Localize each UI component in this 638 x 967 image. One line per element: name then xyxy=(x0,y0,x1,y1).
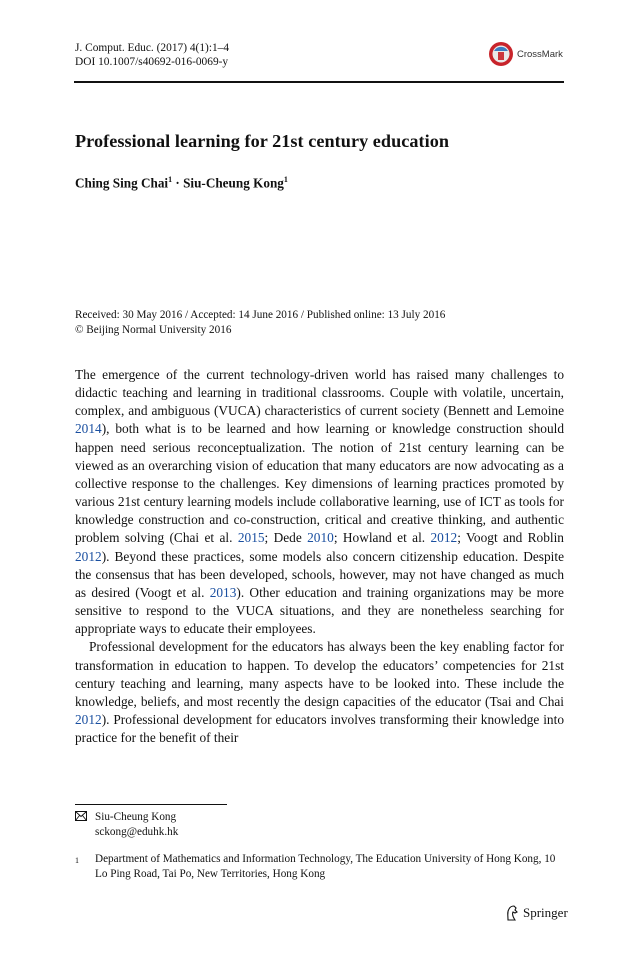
crossmark-icon xyxy=(488,41,514,67)
paragraph-1 xyxy=(75,366,564,638)
body-text-segment: ). Other education and training organizations may be more sensitive to respond to the VUCA situations, and they are nonetheless searching for appropriate ways to educate their employees. xyxy=(75,584,564,637)
citation-link[interactable]: 2012 xyxy=(430,530,458,546)
author-name[interactable]: Siu-Cheung Kong xyxy=(183,175,284,191)
citation-link[interactable]: 2013 xyxy=(209,584,237,600)
publisher-logo xyxy=(505,905,568,921)
citation-link[interactable]: 2014 xyxy=(75,421,102,437)
citation-link[interactable]: 2015 xyxy=(237,530,265,546)
publisher-name: Springer xyxy=(523,905,568,920)
journal-header xyxy=(75,41,229,69)
citation-link[interactable]: 2010 xyxy=(307,530,334,546)
affiliation-number: 1 xyxy=(75,856,79,865)
envelope-icon xyxy=(75,811,87,821)
affiliation-text: Department of Mathematics and Information Technology, The Education University of Hong Kong, 10 Lo Ping Road, Tai Po, New Territories, Hong Kong xyxy=(95,853,556,880)
article-title: Professional learning for 21st century education xyxy=(75,131,450,151)
body-text-segment: The emergence of the current technology-driven world has raised many challenges to didactic teaching and learning in traditional classrooms. Couple with volatile, uncertain, complex, and ambiguous (VUCA) characteristics of current society (Bennett and Lemoine xyxy=(75,367,564,419)
article-body xyxy=(75,366,564,747)
publication-dates xyxy=(75,308,445,338)
history-dates: Received: 30 May 2016 / Accepted: 14 June 2016 / Published online: 13 July 2016 xyxy=(75,309,446,321)
body-text-segment: Professional development for the educators has always been the key enabling factor for transformation in education to happen. To develop the educators’ competencies for 21st century teaching and learning, many aspects have to be looked into. These include the knowledge, beliefs, and most recently the design capacities of the educator (Tsai and Chai xyxy=(75,639,564,709)
author-list xyxy=(75,175,288,191)
contact-email[interactable]: sckong@eduhk.hk xyxy=(95,826,179,838)
journal-citation: J. Comput. Educ. (2017) 4(1):1–4 xyxy=(75,42,230,54)
paragraph-2 xyxy=(75,638,564,747)
body-text-segment: ). Beyond these practices, some models also concern citizenship education. Despite the consensus that has been developed, schools, however, may not have changed as much as desired (Voogt et al. xyxy=(75,548,564,600)
affiliation-footnote xyxy=(75,852,564,882)
citation-link[interactable]: 2012 xyxy=(75,548,102,564)
body-text-segment: ; Voogt and Roblin xyxy=(457,530,564,546)
body-text-segment: ; Dede xyxy=(264,530,308,546)
crossmark-label: CrossMark xyxy=(517,48,563,60)
contact-name: Siu-Cheung Kong xyxy=(95,811,177,823)
affiliation-marker: 1 xyxy=(168,175,173,184)
header-rule xyxy=(74,81,564,83)
springer-horse-icon xyxy=(505,905,519,921)
body-text-segment: ; Howland et al. xyxy=(333,530,431,546)
author-separator: · xyxy=(172,175,184,191)
affiliation-marker: 1 xyxy=(283,175,288,184)
crossmark-badge[interactable] xyxy=(488,41,563,67)
author-name[interactable]: Ching Sing Chai xyxy=(75,175,169,191)
body-text-segment: ). Professional development for educators involves transforming their knowledge into practice for the benefit of their xyxy=(75,711,564,746)
copyright-line: © Beijing Normal University 2016 xyxy=(75,324,232,336)
corresponding-author xyxy=(75,810,178,840)
doi[interactable]: DOI 10.1007/s40692-016-0069-y xyxy=(75,56,229,68)
body-text-segment: ), both what is to be learned and how learning or knowledge construction should happen need serious reconceptualization. The notion of 21st century learning can be viewed as an overarching vision of education that many educators are now advocating as a collective response to the challenges. Key dimensions of learning practices promoted by various 21st century learning models include collaborative learning, use of ICT as tools for knowledge construction and co-construction, critical and creative thinking, and authentic problem solving (Chai et al. xyxy=(75,421,564,546)
footnote-rule xyxy=(75,804,227,805)
citation-link[interactable]: 2012 xyxy=(75,711,102,727)
